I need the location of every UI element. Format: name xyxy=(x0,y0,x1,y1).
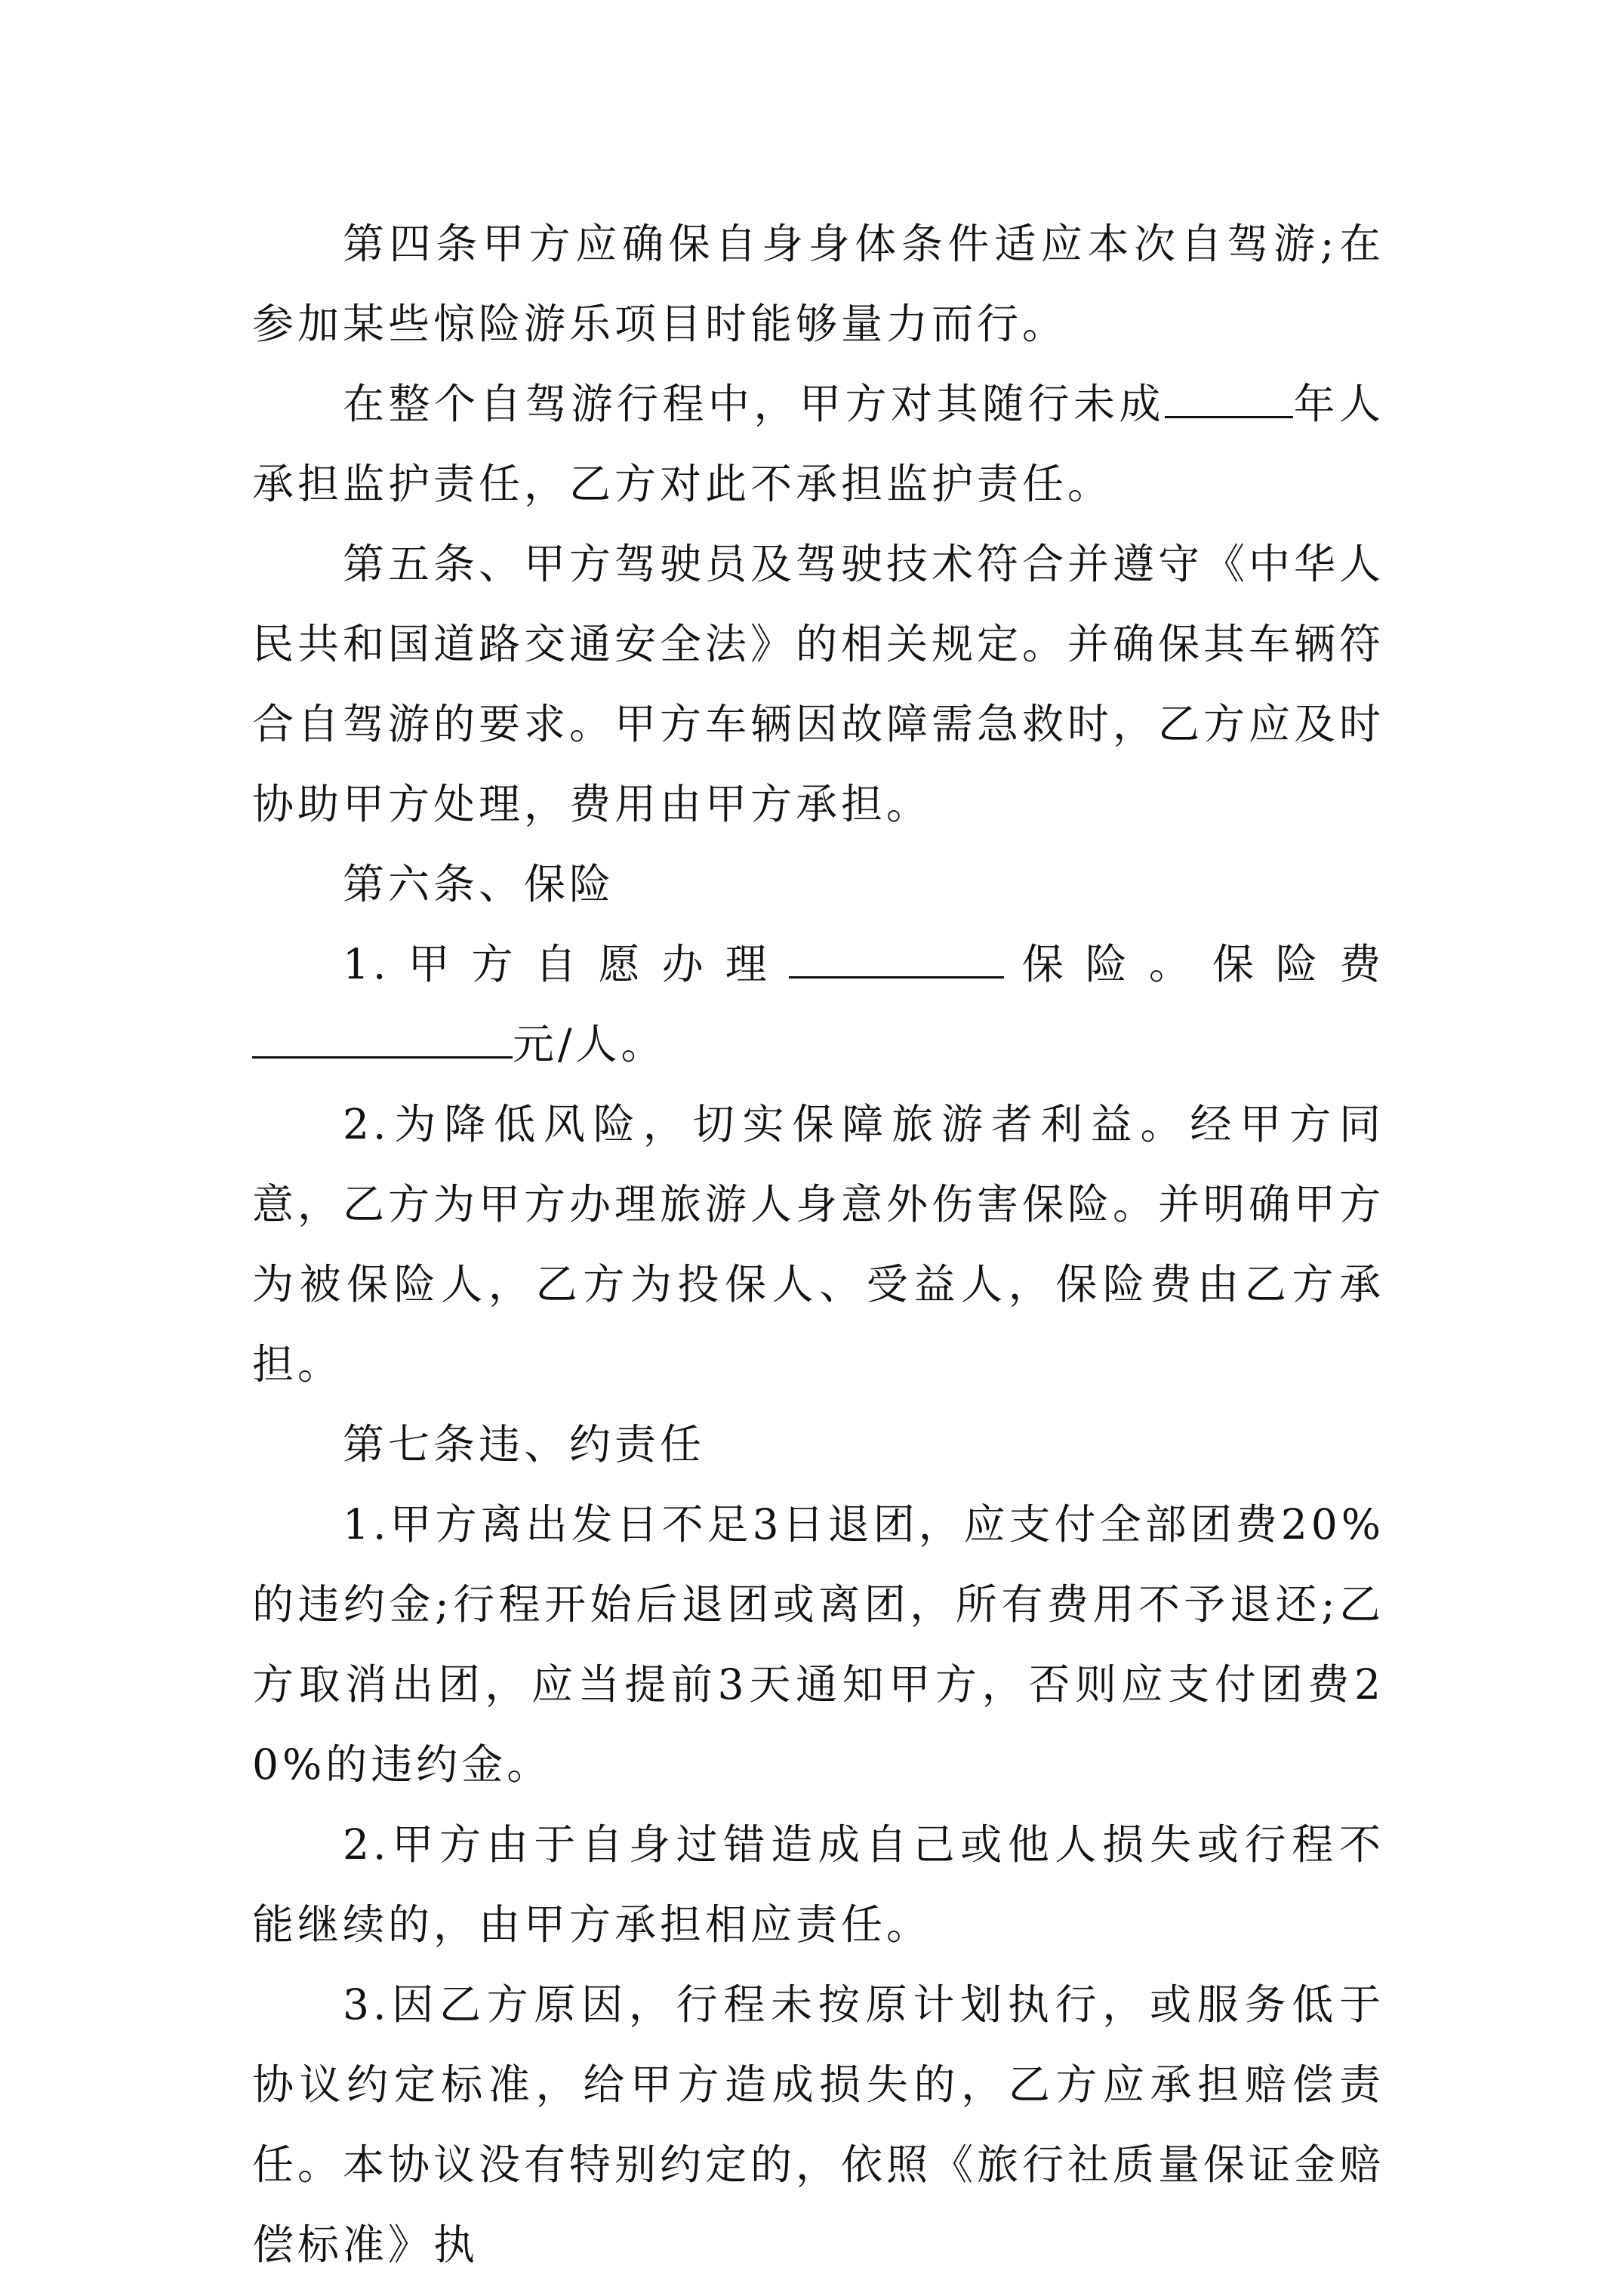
paragraph-text: 元/人。 xyxy=(513,1020,667,1068)
paragraph-text: 2.甲方由于自身过错造成自己或他人损失或行程不能继续的，由甲方承担相应责任。 xyxy=(252,1820,1384,1949)
paragraph-text: 3.因乙方原因，行程未按原计划执行，或服务低于协议约定标准，给甲方造成损失的，乙方应承担赔偿责任。本协议没有特别约定的，依照《旅行社质量保证金赔偿标准》执 xyxy=(252,1980,1385,2269)
document-body xyxy=(252,204,1384,2285)
paragraph-text: 第六条、保险 xyxy=(343,860,615,908)
blank-underline-insurance-type xyxy=(789,931,1004,978)
paragraph-article-5 xyxy=(252,524,1384,844)
paragraph-text: 2.为降低风险，切实保障旅游者利益。经甲方同意，乙方为甲方办理旅游人身意外伤害保险。并明确甲方为被保险人，乙方为投保人、受益人，保险费由乙方承担。 xyxy=(252,1100,1385,1388)
blank-underline-insurance-fee xyxy=(252,1011,513,1059)
paragraph-article-6-title xyxy=(252,844,1384,924)
paragraph-text: 第七条违、约责任 xyxy=(343,1420,706,1469)
paragraph-text: 在整个自驾游行程中，甲方对其随行未成 xyxy=(343,380,1165,428)
paragraph-insurance-1 xyxy=(252,924,1384,1084)
paragraph-liability-2 xyxy=(252,1804,1384,1965)
paragraph-liability-1 xyxy=(252,1484,1384,1804)
blank-underline-age xyxy=(1165,371,1293,418)
paragraph-liability-3 xyxy=(252,1965,1384,2285)
paragraph-text: 1.甲方离出发日不足3日退团，应支付全部团费20%的违约金;行程开始后退团或离团，所有费用不予退还;乙方取消出团，应当提前3天通知甲方，否则应支付团费20%的违约金。 xyxy=(252,1500,1384,1789)
paragraph-text: 保险。保险费 xyxy=(1003,940,1384,988)
paragraph-minor-guardianship xyxy=(252,364,1384,524)
paragraph-insurance-2 xyxy=(252,1084,1384,1404)
paragraph-text: 1.甲方自愿办理 xyxy=(343,940,789,988)
paragraph-text: 第四条甲方应确保自身身体条件适应本次自驾游;在参加某些惊险游乐项目时能够量力而行。 xyxy=(252,220,1384,348)
paragraph-article-7-title xyxy=(252,1404,1384,1484)
paragraph-article-4 xyxy=(252,204,1384,364)
paragraph-text: 第五条、甲方驾驶员及驾驶技术符合并遵守《中华人民共和国道路交通安全法》的相关规定。并确保其车辆符合自驾游的要求。甲方车辆因故障需急救时，乙方应及时协助甲方处理，费用由甲方承担。 xyxy=(252,540,1385,828)
paragraph-text: 年人承担监护责任，乙方对此不承担监护责任。 xyxy=(252,380,1384,508)
